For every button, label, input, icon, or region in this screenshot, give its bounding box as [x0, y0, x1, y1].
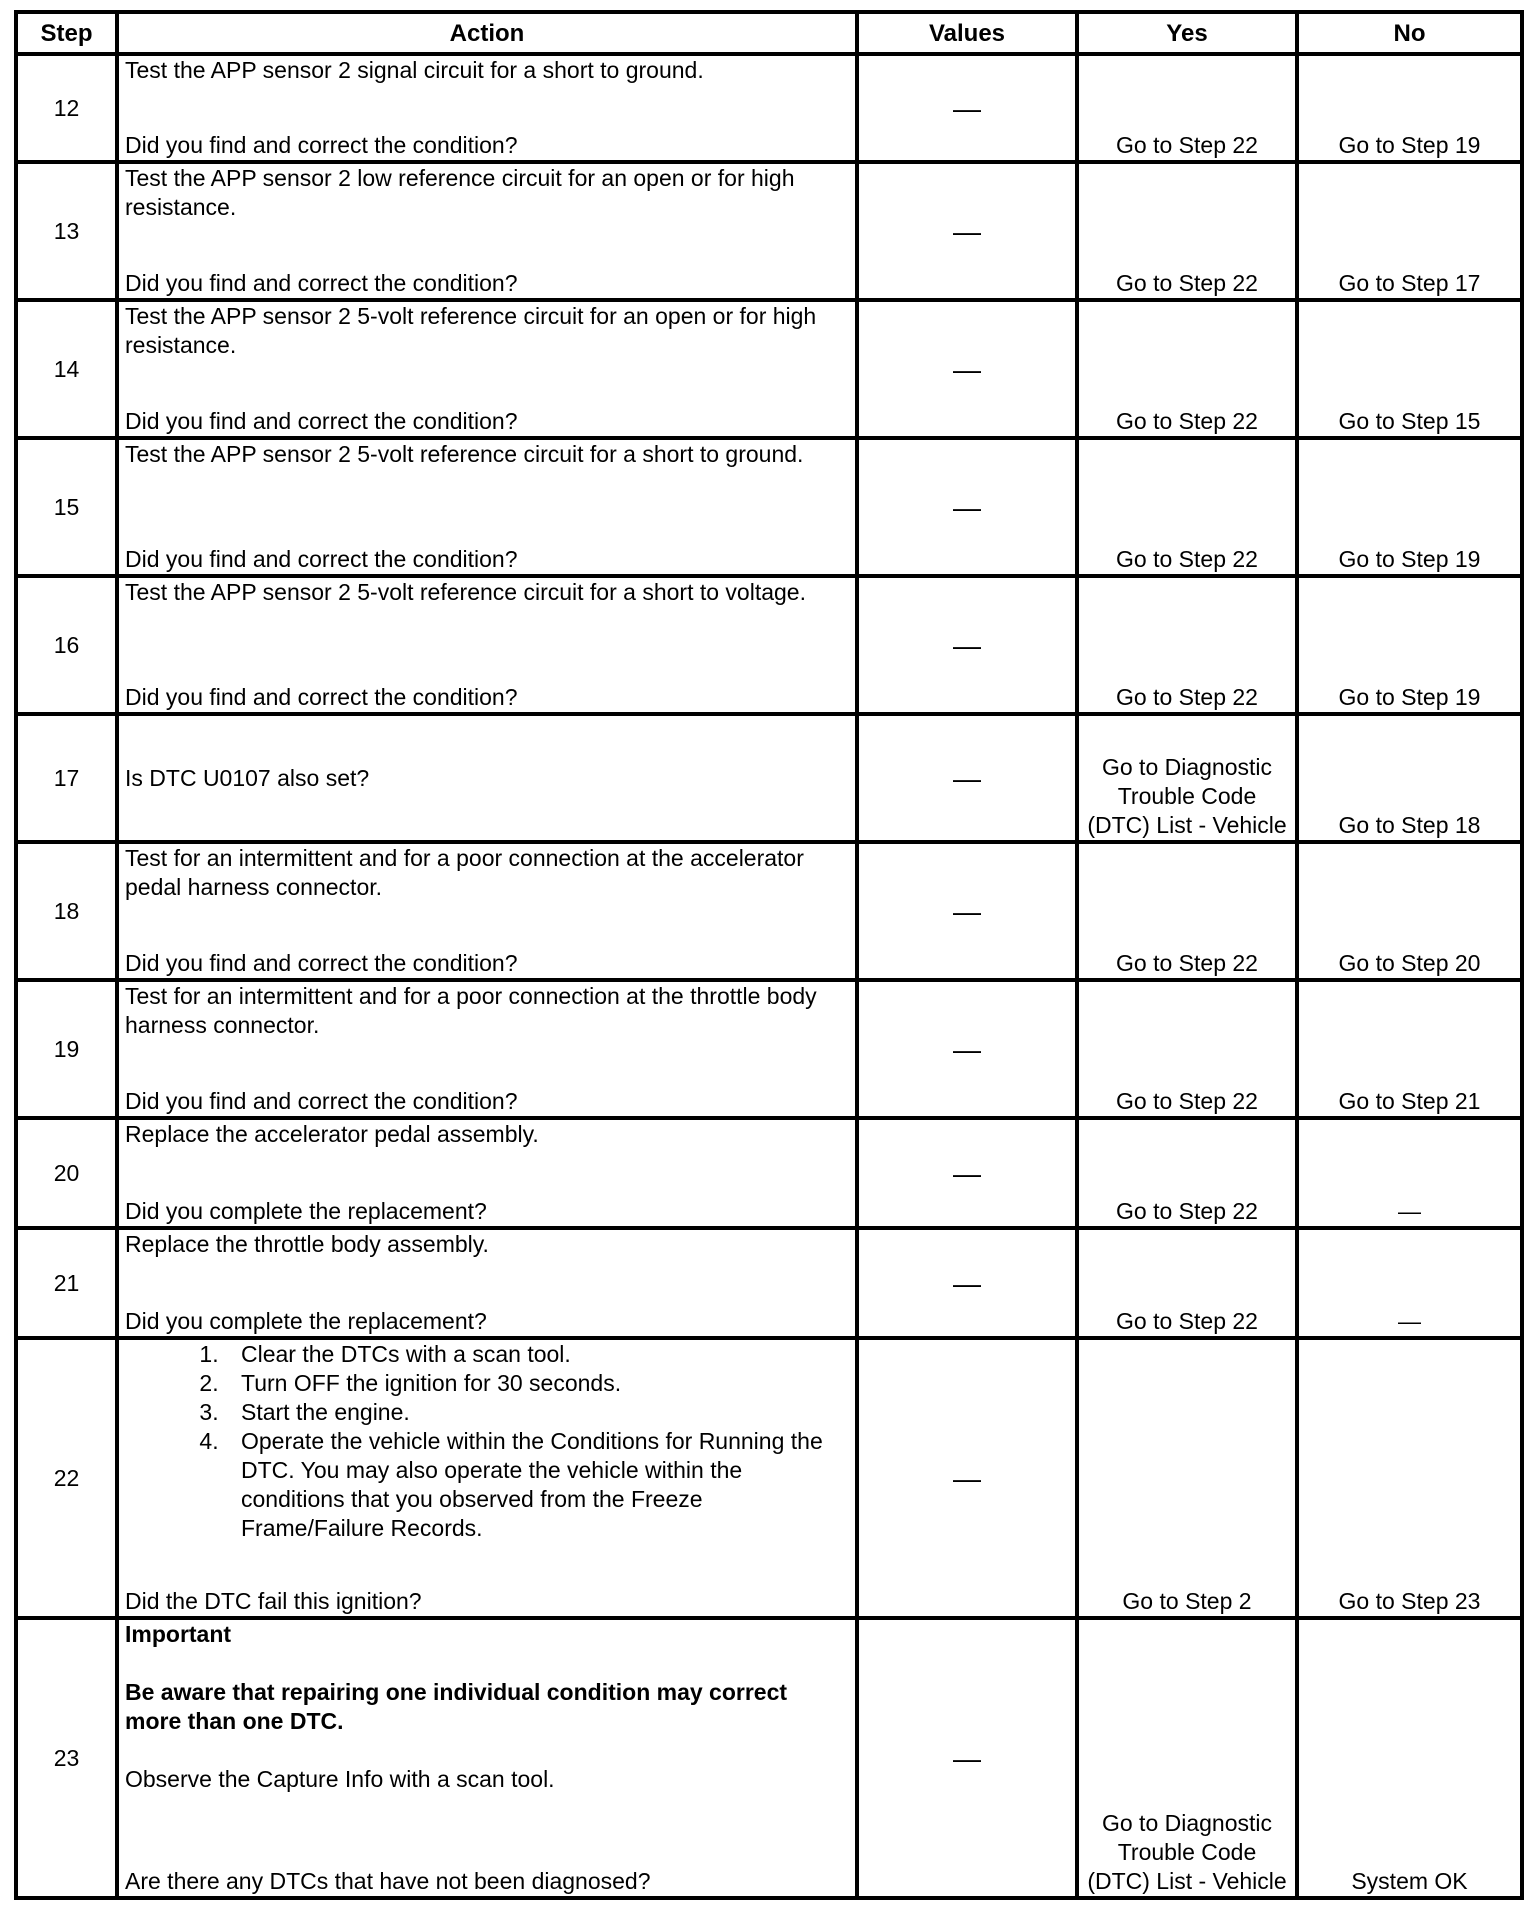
yes-cell: Go to Step 22 — [1077, 980, 1297, 1118]
question-text: Did the DTC fail this ignition? — [125, 1588, 422, 1614]
yes-cell: Go to Diagnostic Trouble Code (DTC) List - Vehicle — [1077, 1618, 1297, 1898]
values-cell: — — [857, 1118, 1077, 1228]
list-item: 2. Turn OFF the ignition for 30 seconds. — [225, 1369, 849, 1398]
action-cell — [117, 1118, 857, 1228]
action-cell — [117, 1618, 857, 1898]
yes-cell: Go to Step 22 — [1077, 162, 1297, 300]
step-number: 12 — [16, 54, 117, 162]
yes-cell: Go to Step 22 — [1077, 842, 1297, 980]
no-cell: Go to Step 17 — [1297, 162, 1522, 300]
action-cell — [117, 980, 857, 1118]
yes-cell: Go to Step 22 — [1077, 54, 1297, 162]
question-text: Did you find and correct the condition? — [125, 684, 518, 710]
step-number: 22 — [16, 1338, 117, 1618]
values-cell: — — [857, 1338, 1077, 1618]
no-cell: — — [1297, 1118, 1522, 1228]
no-cell: Go to Step 18 — [1297, 714, 1522, 842]
step-number: 18 — [16, 842, 117, 980]
table-row — [16, 300, 1522, 438]
action-text: Test for an intermittent and for a poor connection at the accelerator pedal harness connector. — [125, 845, 804, 900]
table-row — [16, 576, 1522, 714]
table-row — [16, 54, 1522, 162]
step-number: 16 — [16, 576, 117, 714]
values-cell: — — [857, 54, 1077, 162]
action-cell — [117, 842, 857, 980]
step-number: 21 — [16, 1228, 117, 1338]
values-cell: — — [857, 1618, 1077, 1898]
question-text: Did you find and correct the condition? — [125, 950, 518, 976]
values-cell: — — [857, 842, 1077, 980]
step-number: 13 — [16, 162, 117, 300]
table-row — [16, 1338, 1522, 1618]
action-text: Test the APP sensor 2 signal circuit for a short to ground. — [125, 57, 704, 83]
header-no: No — [1297, 12, 1522, 54]
values-cell: — — [857, 300, 1077, 438]
values-cell: — — [857, 980, 1077, 1118]
header-values: Values — [857, 12, 1077, 54]
question-text: Did you complete the replacement? — [125, 1308, 487, 1334]
yes-cell: Go to Step 22 — [1077, 1118, 1297, 1228]
values-cell: — — [857, 1228, 1077, 1338]
list-item: 3. Start the engine. — [225, 1398, 849, 1427]
action-text: Observe the Capture Info with a scan tool. — [125, 1766, 555, 1792]
step-number: 15 — [16, 438, 117, 576]
no-cell: Go to Step 19 — [1297, 438, 1522, 576]
action-cell — [117, 1228, 857, 1338]
action-cell — [117, 1338, 857, 1618]
table-row — [16, 438, 1522, 576]
action-text: Test the APP sensor 2 5-volt reference circuit for an open or for high resistance. — [125, 303, 817, 358]
action-text: Is DTC U0107 also set? — [125, 764, 370, 791]
procedure-list — [125, 1340, 849, 1543]
question-text: Did you find and correct the condition? — [125, 1088, 518, 1114]
no-cell: Go to Step 19 — [1297, 54, 1522, 162]
no-cell: Go to Step 23 — [1297, 1338, 1522, 1618]
no-cell: Go to Step 21 — [1297, 980, 1522, 1118]
yes-cell: Go to Diagnostic Trouble Code (DTC) List - Vehicle — [1077, 714, 1297, 842]
no-cell: Go to Step 20 — [1297, 842, 1522, 980]
list-item: 1. Clear the DTCs with a scan tool. — [225, 1340, 849, 1369]
step-number: 19 — [16, 980, 117, 1118]
question-text: Did you find and correct the condition? — [125, 408, 518, 434]
question-text: Did you find and correct the condition? — [125, 132, 518, 158]
yes-cell: Go to Step 2 — [1077, 1338, 1297, 1618]
important-note: Be aware that repairing one individual condition may correct more than one DTC. — [125, 1679, 788, 1734]
action-text: Replace the throttle body assembly. — [125, 1231, 489, 1257]
action-cell — [117, 162, 857, 300]
action-cell — [117, 54, 857, 162]
step-number: 23 — [16, 1618, 117, 1898]
action-text: Replace the accelerator pedal assembly. — [125, 1121, 539, 1147]
yes-cell: Go to Step 22 — [1077, 438, 1297, 576]
action-cell — [117, 438, 857, 576]
step-number: 20 — [16, 1118, 117, 1228]
values-cell: — — [857, 576, 1077, 714]
values-cell: — — [857, 162, 1077, 300]
yes-cell: Go to Step 22 — [1077, 1228, 1297, 1338]
step-number: 17 — [16, 714, 117, 842]
question-text: Did you complete the replacement? — [125, 1198, 487, 1224]
table-row — [16, 162, 1522, 300]
no-cell: Go to Step 19 — [1297, 576, 1522, 714]
action-text: Test the APP sensor 2 5-volt reference circuit for a short to ground. — [125, 441, 804, 467]
table-row — [16, 714, 1522, 842]
question-text: Did you find and correct the condition? — [125, 546, 518, 572]
action-text: Test the APP sensor 2 low reference circuit for an open or for high resistance. — [125, 165, 795, 220]
question-text: Did you find and correct the condition? — [125, 270, 518, 296]
table-row — [16, 1118, 1522, 1228]
table-row — [16, 1618, 1522, 1898]
table-row — [16, 980, 1522, 1118]
table-row — [16, 1228, 1522, 1338]
header-action: Action — [117, 12, 857, 54]
no-cell: Go to Step 15 — [1297, 300, 1522, 438]
values-cell: — — [857, 714, 1077, 842]
header-yes: Yes — [1077, 12, 1297, 54]
important-heading: Important — [125, 1621, 232, 1647]
header-step: Step — [16, 12, 117, 54]
diagnostic-table — [14, 10, 1524, 1900]
table-row — [16, 842, 1522, 980]
action-cell — [117, 714, 857, 842]
no-cell: — — [1297, 1228, 1522, 1338]
values-cell: — — [857, 438, 1077, 576]
action-text: Test the APP sensor 2 5-volt reference circuit for a short to voltage. — [125, 579, 806, 605]
question-text: Are there any DTCs that have not been diagnosed? — [125, 1868, 651, 1894]
action-text: Test for an intermittent and for a poor connection at the throttle body harness connector. — [125, 983, 817, 1038]
action-cell — [117, 576, 857, 714]
yes-cell: Go to Step 22 — [1077, 300, 1297, 438]
step-number: 14 — [16, 300, 117, 438]
yes-cell: Go to Step 22 — [1077, 576, 1297, 714]
no-cell: System OK — [1297, 1618, 1522, 1898]
header-row — [16, 12, 1522, 54]
list-item: 4. Operate the vehicle within the Conditions for Running the DTC. You may also operate the vehicle within the conditions that you observed from the Freeze Frame/Failure Records. — [225, 1427, 849, 1543]
action-cell — [117, 300, 857, 438]
